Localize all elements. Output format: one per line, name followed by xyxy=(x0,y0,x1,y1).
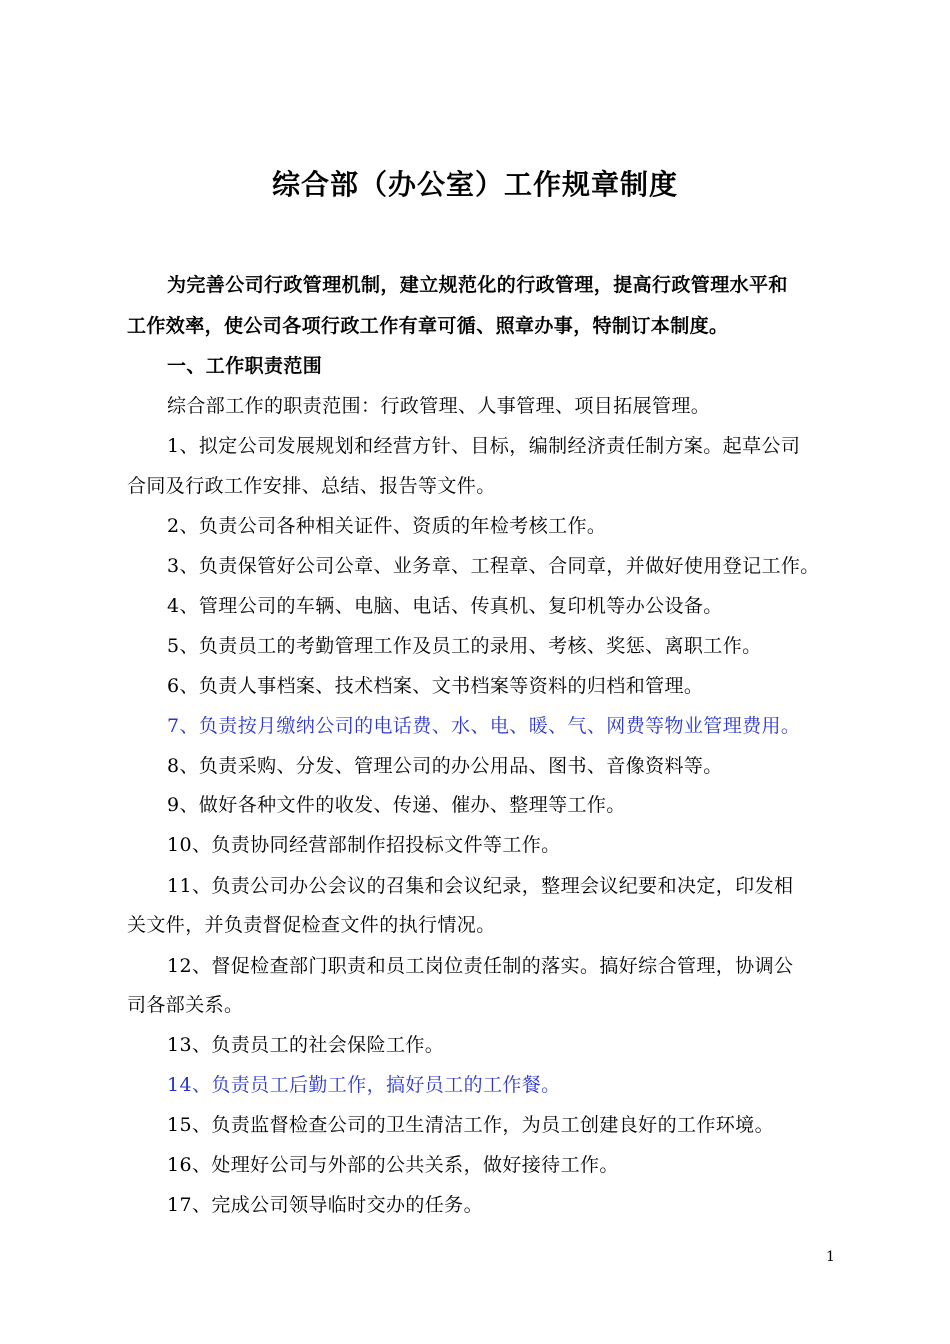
intro-line-1: 为完善公司行政管理机制，建立规范化的行政管理，提高行政管理水平和 xyxy=(167,274,788,296)
scope-text: 综合部工作的职责范围：行政管理、人事管理、项目拓展管理。 xyxy=(167,395,711,417)
list-item-14: 14、负责员工后勤工作，搞好员工的工作餐。 xyxy=(167,1074,561,1096)
list-item-16: 16、处理好公司与外部的公共关系，做好接待工作。 xyxy=(167,1154,619,1176)
list-item-17: 17、完成公司领导临时交办的任务。 xyxy=(167,1194,483,1216)
list-item-9: 9、做好各种文件的收发、传递、催办、整理等工作。 xyxy=(167,794,626,816)
list-item-12-cont: 司各部关系。 xyxy=(127,994,244,1016)
list-item-8: 8、负责采购、分发、管理公司的办公用品、图书、音像资料等。 xyxy=(167,755,723,777)
list-item-5: 5、负责员工的考勤管理工作及员工的录用、考核、奖惩、离职工作。 xyxy=(167,635,762,657)
list-item-4: 4、管理公司的车辆、电脑、电话、传真机、复印机等办公设备。 xyxy=(167,595,723,617)
page-number: 1 xyxy=(826,1249,835,1265)
list-item-12: 12、督促检查部门职责和员工岗位责任制的落实。搞好综合管理，协调公 xyxy=(167,955,794,977)
list-item-1: 1、拟定公司发展规划和经营方针、目标，编制经济责任制方案。起草公司 xyxy=(167,435,801,457)
section-heading: 一、工作职责范围 xyxy=(167,355,323,377)
intro-line-2: 工作效率，使公司各项行政工作有章可循、照章办事，特制订本制度。 xyxy=(127,315,729,337)
list-item-3: 3、负责保管好公司公章、业务章、工程章、合同章，并做好使用登记工作。 xyxy=(167,555,820,577)
list-item-6: 6、负责人事档案、技术档案、文书档案等资料的归档和管理。 xyxy=(167,675,704,697)
list-item-10: 10、负责协同经营部制作招投标文件等工作。 xyxy=(167,834,561,856)
list-item-13: 13、负责员工的社会保险工作。 xyxy=(167,1034,445,1056)
list-item-2: 2、负责公司各种相关证件、资质的年检考核工作。 xyxy=(167,515,607,537)
list-item-15: 15、负责监督检查公司的卫生清洁工作，为员工创建良好的工作环境。 xyxy=(167,1114,774,1136)
list-item-7: 7、负责按月缴纳公司的电话费、水、电、暖、气、网费等物业管理费用。 xyxy=(167,715,801,737)
list-item-11: 11、负责公司办公会议的召集和会议纪录，整理会议纪要和决定，印发相 xyxy=(167,875,794,897)
list-item-11-cont: 关文件，并负责督促检查文件的执行情况。 xyxy=(127,914,496,936)
list-item-1-cont: 合同及行政工作安排、总结、报告等文件。 xyxy=(127,475,496,497)
document-title: 综合部（办公室）工作规章制度 xyxy=(271,168,678,201)
